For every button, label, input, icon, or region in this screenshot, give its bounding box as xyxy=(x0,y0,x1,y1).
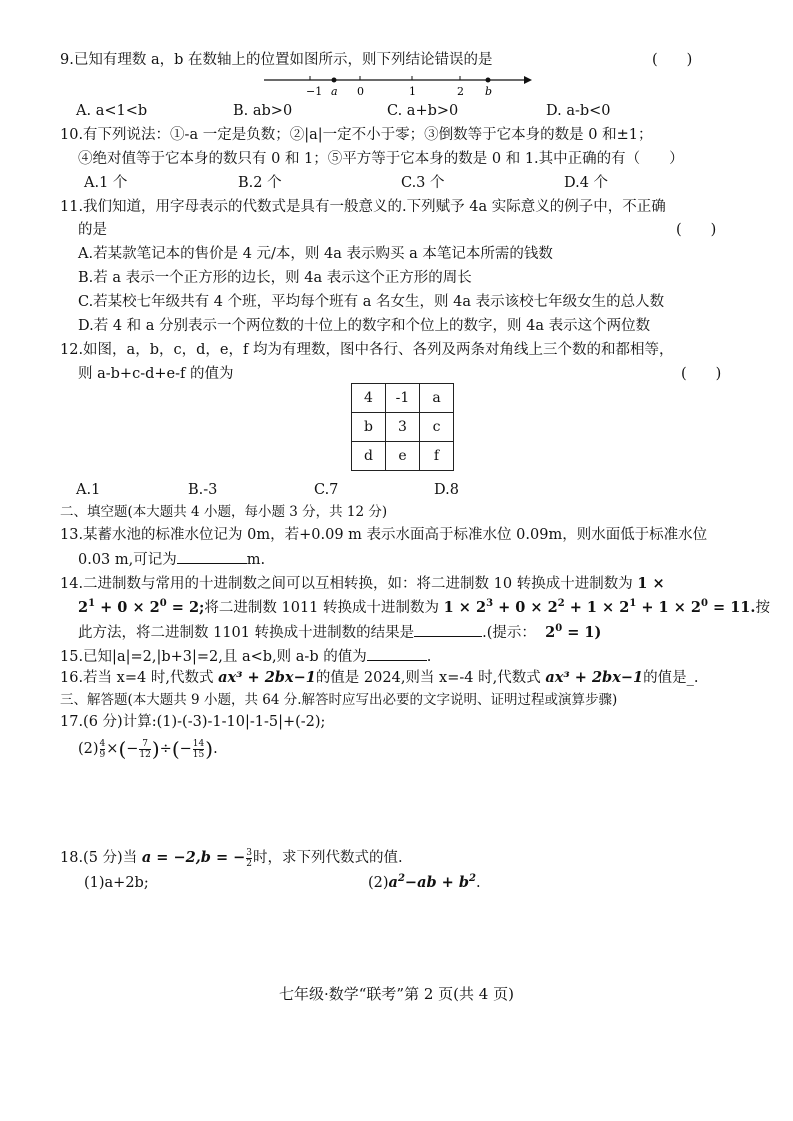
q18-part1: (1)a+2b; xyxy=(84,875,149,891)
q16-line1 xyxy=(60,668,698,688)
q14-text: 将二进制数 1011 转换成十进制数为 xyxy=(204,600,444,616)
q9-option-d: D. a-b<0 xyxy=(546,103,611,119)
q11-option-c: C.若某校七年级共有 4 个班，平均每个班有 a 名女生，则 4a 表示该校七年级女生的总人数 xyxy=(78,294,665,310)
q11-answer-paren: ( ) xyxy=(676,222,717,238)
grid-cell: b xyxy=(352,413,386,442)
q11-option-d: D.若 4 和 a 分别表示一个两位数的十位上的数字和个位上的数字，则 4a 表示这个两位数 xyxy=(78,318,651,334)
q9-number-line xyxy=(262,72,532,98)
q14-text: 按 xyxy=(755,600,770,616)
q16-expression: ax³ + 2bx−1 xyxy=(545,669,644,686)
q11-option-a: A.若某款笔记本的售价是 4 元/本，则 4a 表示购买 a 本笔记本所需的钱数 xyxy=(78,246,553,262)
q18-part2 xyxy=(368,873,481,893)
q14-line2 xyxy=(78,598,770,618)
q9-option-b: B. ab>0 xyxy=(233,103,293,119)
q17-part2: (2) $\frac{4}{9}$ ×(− $\frac{7}{12}$ )÷(− $\frac{14}{15}$ ). xyxy=(78,737,218,761)
q17-fraction: $\frac{7}{12}$ xyxy=(139,738,151,760)
grid-cell: -1 xyxy=(386,384,420,413)
grid-cell: e xyxy=(386,442,420,471)
q14-text: 14.二进制数与常用的十进制数之间可以互相转换，如：将二进制数 10 转换成十进制数为 xyxy=(60,576,638,592)
q14-math: $2^0 = 1$) xyxy=(545,623,602,641)
q14-math: 1 × xyxy=(637,575,665,592)
q12-line1: 12.如图，a，b，c，d，e，f 均为有理数，图中各行、各列及两条对角线上三个数的和都相等， xyxy=(60,342,674,358)
q16-text: 的值是_. xyxy=(643,670,699,686)
q18-line1 xyxy=(60,845,403,871)
section-fill-in-heading: 二、填空题(本大题共 4 小题，每小题 3 分，共 12 分) xyxy=(60,504,388,520)
q18-period: . xyxy=(475,875,481,891)
q12-magic-square xyxy=(351,383,454,471)
q13-line2 xyxy=(78,549,265,570)
q18-expression: $a^2-ab + b^2$ xyxy=(388,873,476,891)
q18-part-label: (2) xyxy=(368,875,389,891)
q11-option-b: B.若 a 表示一个正方形的边长，则 4a 表示这个正方形的周长 xyxy=(78,270,472,286)
q17-fraction: $\frac{14}{15}$ xyxy=(192,738,205,760)
q9-option-c: C. a+b>0 xyxy=(387,103,459,119)
q14-line1 xyxy=(60,574,665,594)
q12-option-d: D.8 xyxy=(434,482,459,498)
q16-expression: ax³ + 2bx−1 xyxy=(218,669,316,686)
axis-label-1: 1 xyxy=(409,85,416,98)
q16-text: 的值是 2024,则当 x=-4 时,代数式 xyxy=(315,670,546,686)
q18-fraction: $\frac{3}{2}$ xyxy=(246,847,253,869)
q14-text: 此方法，将二进制数 1101 转换成十进制数的结果是 xyxy=(78,625,415,641)
divide-sign: ÷ xyxy=(159,741,172,757)
q17-period: . xyxy=(213,741,218,757)
grid-cell: 3 xyxy=(386,413,420,442)
grid-cell: f xyxy=(420,442,454,471)
q12-option-c: C.7 xyxy=(314,482,339,498)
q15-answer-blank[interactable] xyxy=(367,646,427,661)
q10-option-c: C.3 个 xyxy=(401,175,445,191)
q15-text: 15.已知|a|=2,|b+3|=2,且 a<b,则 a-b 的值为 xyxy=(60,649,367,665)
q13-text: 0.03 m,可记为 xyxy=(78,552,177,568)
q13-answer-blank[interactable] xyxy=(177,549,247,564)
q12-option-b: B.-3 xyxy=(188,482,218,498)
axis-label-2: 2 xyxy=(457,85,464,98)
axis-label-b: b xyxy=(485,85,493,98)
section-solve-heading: 三、解答题(本大题共 9 小题，共 64 分.解答时应写出必要的文字说明、证明过程或演算步骤) xyxy=(60,692,618,708)
q16-text: 16.若当 x=4 时,代数式 xyxy=(60,670,219,686)
axis-label-0: 0 xyxy=(357,85,364,98)
page-footer: 七年级·数学“联考”第 2 页(共 4 页) xyxy=(279,985,514,1003)
minus-sign: − xyxy=(126,741,139,757)
q12-line2: 则 a-b+c-d+e-f 的值为 xyxy=(78,366,234,382)
grid-cell: d xyxy=(352,442,386,471)
grid-cell: a xyxy=(420,384,454,413)
grid-cell: 4 xyxy=(352,384,386,413)
q14-line3 xyxy=(78,622,601,643)
q17-part-label: (2) xyxy=(78,741,99,757)
q18-condition: a = −2,b = − xyxy=(141,849,246,866)
q10-option-a: A.1 个 xyxy=(84,175,128,191)
q14-math: $2^1 + 0 \times 2^0 = 2$; xyxy=(78,598,205,616)
q9-answer-paren: ( ) xyxy=(652,52,693,68)
q10-option-d: D.4 个 xyxy=(564,175,609,191)
axis-label-neg1: −1 xyxy=(306,85,323,98)
q14-math: $1 \times 2^3 + 0 \times 2^2 + 1 \times 2^1 + 1 \times 2^0 = 11$. xyxy=(443,598,756,616)
q12-answer-paren: ( ) xyxy=(681,366,722,382)
q10-line2: ④绝对值等于它本身的数只有 0 和 1；⑤平方等于它本身的数是 0 和 1.其中正确的有（ ） xyxy=(78,151,684,167)
q18-text: 时，求下列代数式的值. xyxy=(253,850,403,866)
q9-stem: 9.已知有理数 a，b 在数轴上的位置如图所示，则下列结论错误的是 xyxy=(60,52,493,68)
times-sign: × xyxy=(106,741,119,757)
q9-option-a: A. a<1<b xyxy=(76,103,148,119)
q17-line1: 17.(6 分)计算:(1)-(-3)-1-10|-1-5|+(-2); xyxy=(60,714,326,730)
q11-line1: 11.我们知道，用字母表示的代数式是具有一般意义的.下列赋予 4a 实际意义的例子中，不正确 xyxy=(60,199,666,215)
q13-line1: 13.某蓄水池的标准水位记为 0m，若+0.09 m 表示水面高于标准水位 0.09m，则水面低于标准水位 xyxy=(60,527,708,543)
q11-line2: 的是 xyxy=(78,222,107,238)
q12-option-a: A.1 xyxy=(76,482,101,498)
minus-sign: − xyxy=(179,741,192,757)
q13-unit: m. xyxy=(246,552,266,568)
q15-line1 xyxy=(60,646,431,667)
q17-fraction: $\frac{4}{9}$ xyxy=(99,738,106,760)
q15-period: . xyxy=(426,649,432,665)
q10-option-b: B.2 个 xyxy=(238,175,282,191)
q14-hint: .(提示： xyxy=(482,625,536,641)
q14-answer-blank[interactable] xyxy=(414,622,482,637)
q18-text: 18.(5 分)当 xyxy=(60,850,142,866)
grid-cell: c xyxy=(420,413,454,442)
axis-label-a: a xyxy=(331,85,338,98)
q10-line1: 10.有下列说法：①-a 一定是负数；②|a|一定不小于零；③倒数等于它本身的数是 0 和±1； xyxy=(60,127,653,143)
